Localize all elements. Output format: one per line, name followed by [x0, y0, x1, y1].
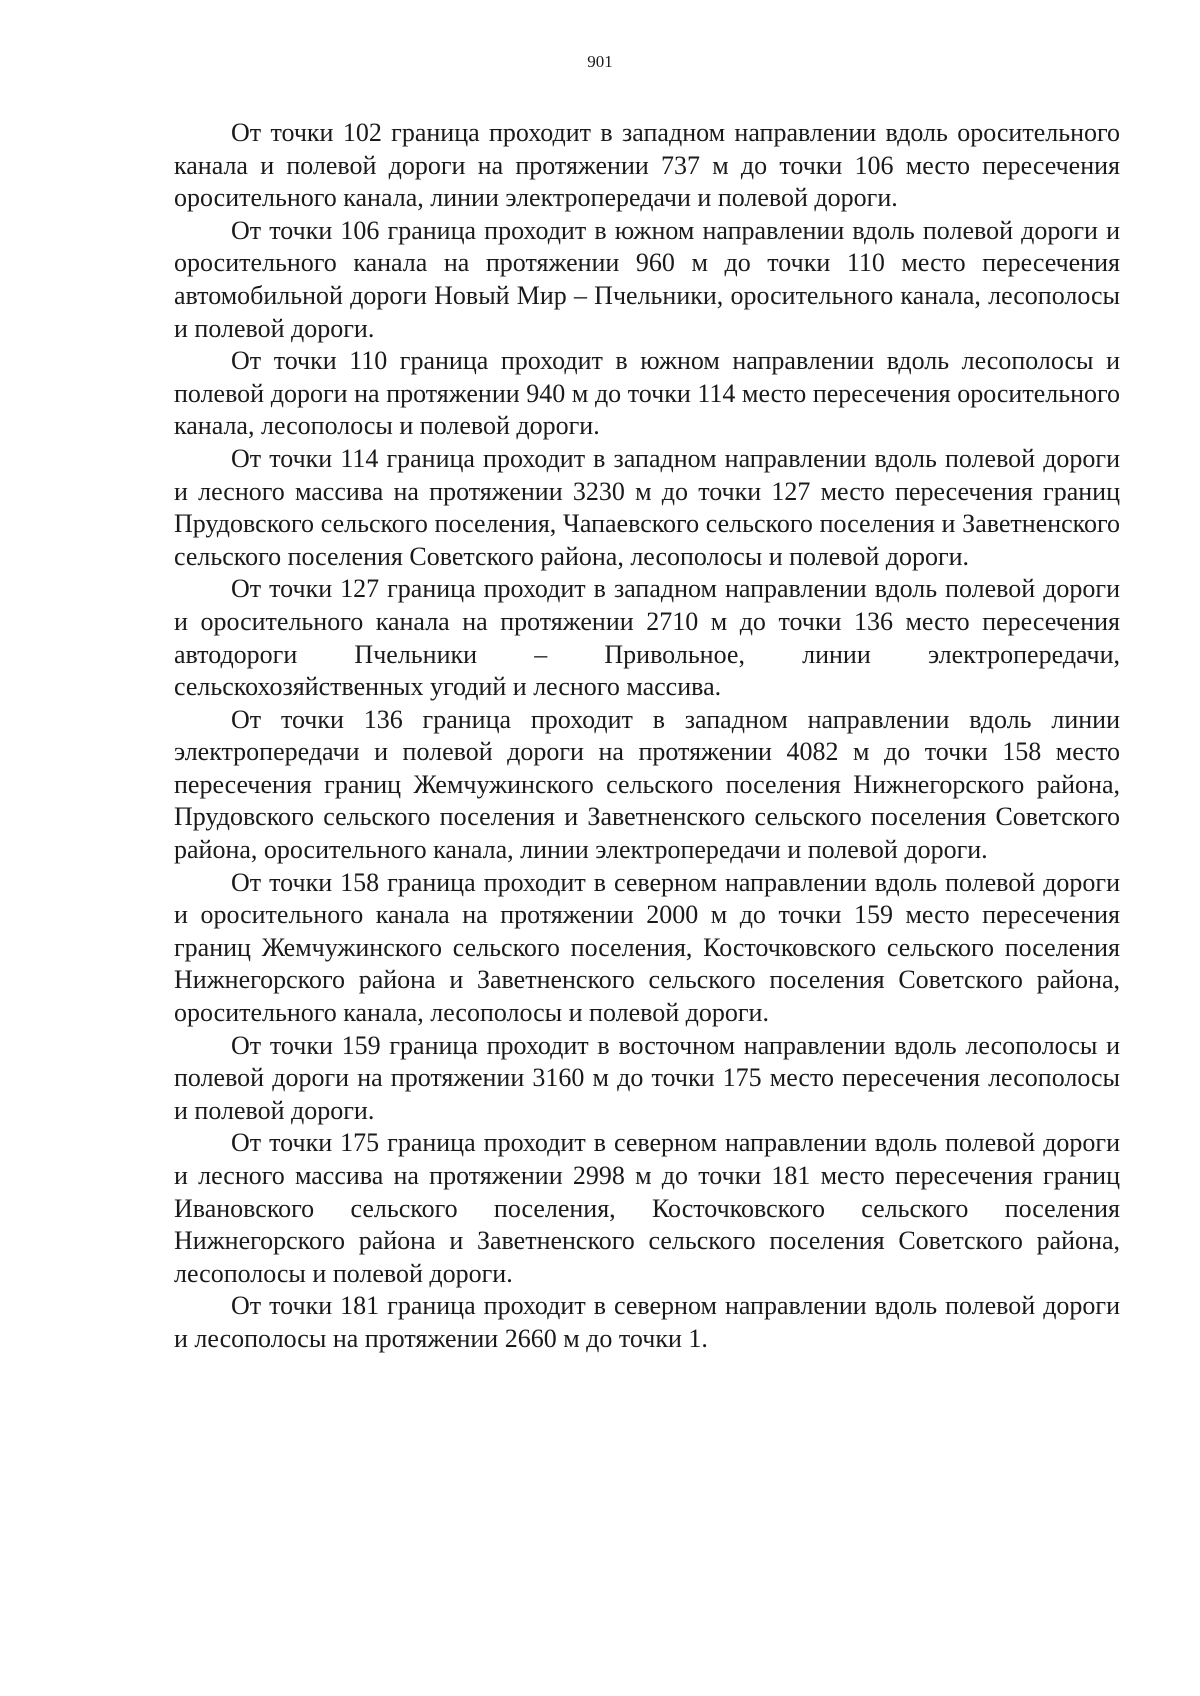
paragraph: От точки 110 граница проходит в южном направлении вдоль лесополосы и полевой дороги на протяжении 940 м до точки 114 место пересечения оросительного канала, лесополосы и полевой дороги.: [174, 346, 1120, 441]
paragraph: От точки 175 граница проходит в северном направлении вдоль полевой дороги и лесного массива на протяжении 2998 м до точки 181 место пересечения границ Ивановского сельского поселения, Косточковского сельского поселения Нижнегорского района и Заветненского сельского поселения Советского района, лесополосы и полевой дороги.: [174, 1128, 1120, 1288]
paragraph: От точки 106 граница проходит в южном направлении вдоль полевой дороги и оросительного канала на протяжении 960 м до точки 110 место пересечения автомобильной дороги Новый Мир – Пчельники, оросительного канала, лесополосы и полевой дороги.: [174, 215, 1120, 343]
paragraph: От точки 114 граница проходит в западном направлении вдоль полевой дороги и лесного массива на протяжении 3230 м до точки 127 место пересечения границ Прудовского сельского поселения, Чапаевского сельского поселения и Заветненского сельского поселения Советского района, лесополосы и полевой дороги.: [174, 443, 1120, 571]
paragraph: От точки 102 граница проходит в западном направлении вдоль оросительного канала и полевой дороги на протяжении 737 м до точки 106 место пересечения оросительного канала, линии электропередачи и полевой дороги.: [174, 118, 1120, 213]
body-text: [174, 117, 1120, 1356]
paragraph: От точки 158 граница проходит в северном направлении вдоль полевой дороги и оросительного канала на протяжении 2000 м до точки 159 место пересечения границ Жемчужинского сельского поселения, Косточковского сельского поселения Нижнегорского района и Заветненского сельского поселения Советского района, оросительного канала, лесополосы и полевой дороги.: [174, 867, 1120, 1028]
paragraph: От точки 136 граница проходит в западном направлении вдоль линии электропередачи и полевой дороги на протяжении 4082 м до точки 158 место пересечения границ Жемчужинского сельского поселения Нижнегорского района, Прудовского сельского поселения и Заветненского сельского поселения Советского района, оросительного канала, линии электропередачи и полевой дороги.: [174, 704, 1120, 865]
page-number: 901: [587, 52, 613, 71]
paragraph: От точки 159 граница проходит в восточном направлении вдоль лесополосы и полевой дороги на протяжении 3160 м до точки 175 место пересечения лесополосы и полевой дороги.: [174, 1030, 1120, 1125]
paragraph: От точки 181 граница проходит в северном направлении вдоль полевой дороги и лесополосы на протяжении 2660 м до точки 1.: [174, 1291, 1120, 1353]
paragraph: От точки 127 граница проходит в западном направлении вдоль полевой дороги и оросительного канала на протяжении 2710 м до точки 136 место пересечения автодороги Пчельники – Привольное, линии электропередачи, сельскохозяйственных угодий и лесного массива.: [174, 574, 1120, 702]
